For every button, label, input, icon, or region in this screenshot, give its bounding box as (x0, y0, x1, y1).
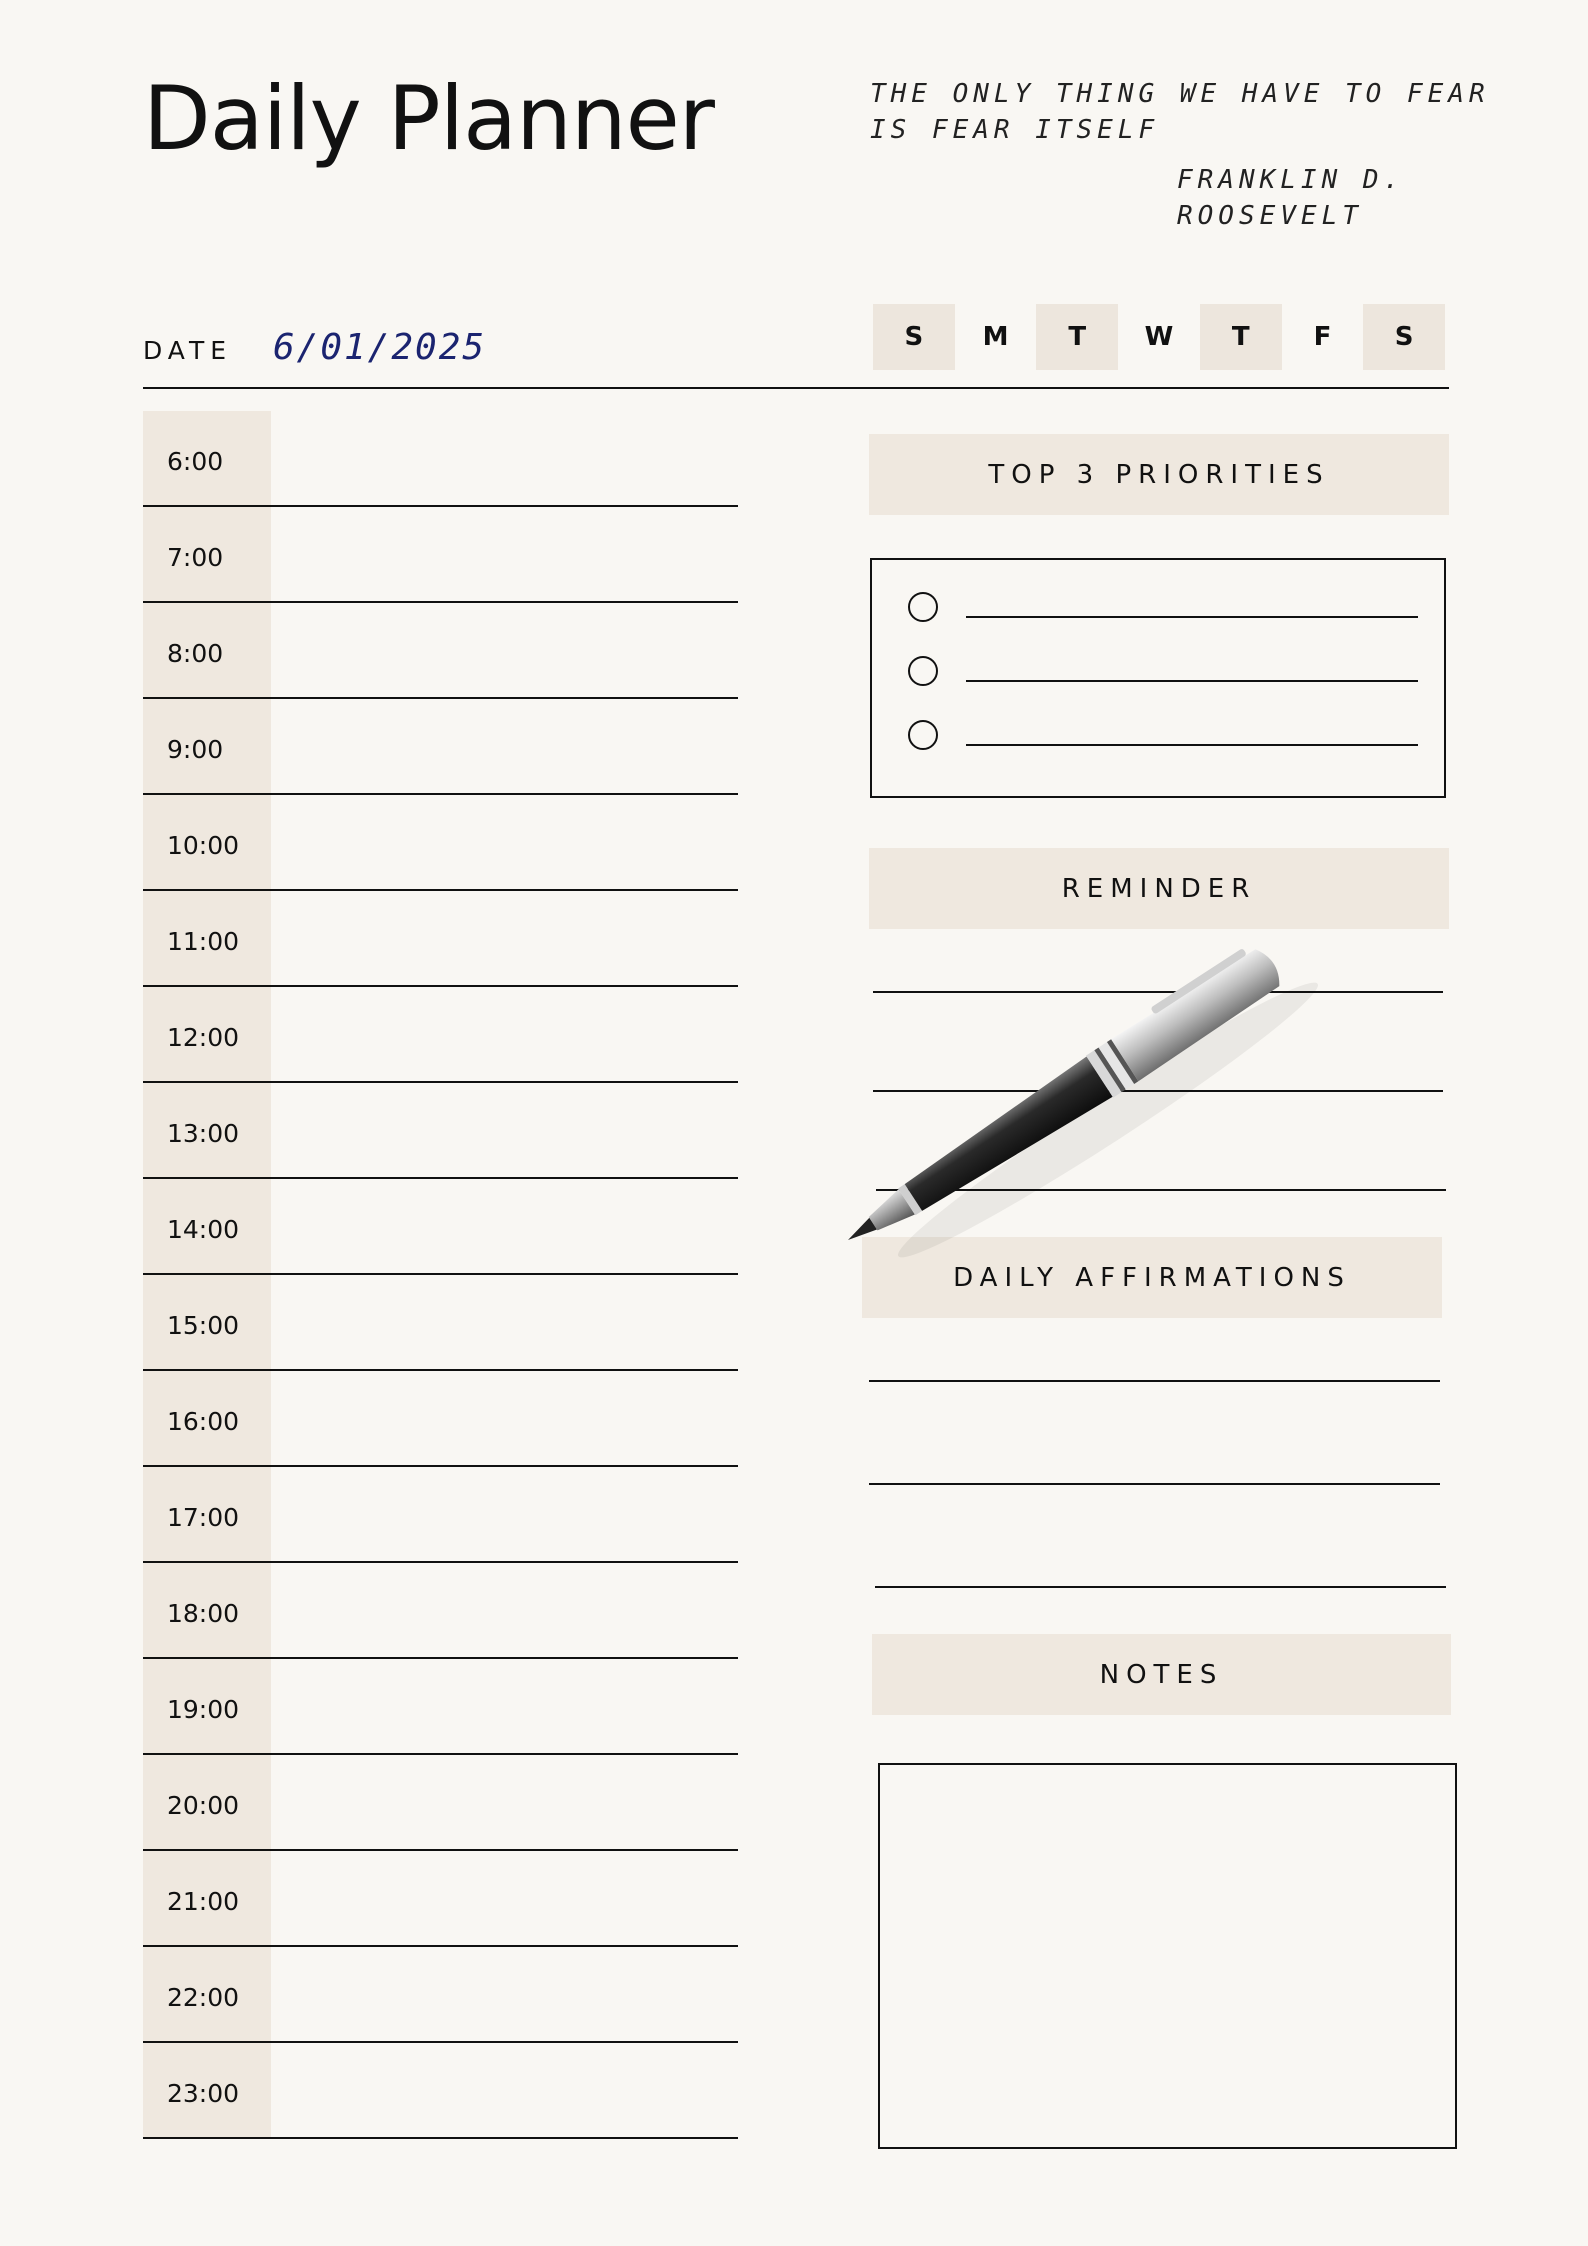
reminder-header: REMINDER (869, 848, 1449, 929)
priority-entry-line[interactable] (966, 744, 1418, 746)
priority-entry-line[interactable] (966, 616, 1418, 618)
author-line: ROOSEVELT (1177, 201, 1363, 231)
schedule-row[interactable] (143, 1275, 738, 1371)
priorities-box (870, 558, 1446, 798)
time-cell (143, 1275, 271, 1371)
schedule-row[interactable] (143, 1851, 738, 1947)
time-cell (143, 699, 271, 795)
quote (870, 76, 1490, 148)
weekday-option[interactable]: M (982, 322, 1009, 352)
time-label: 10:00 (167, 831, 240, 860)
time-label: 9:00 (167, 735, 224, 764)
time-label: 16:00 (167, 1407, 240, 1436)
time-label: 13:00 (167, 1119, 240, 1148)
time-cell (143, 987, 271, 1083)
schedule-row[interactable] (143, 1179, 738, 1275)
weekday-selector (873, 304, 1445, 370)
time-cell (143, 1947, 271, 2043)
notes-header: NOTES (872, 1634, 1451, 1715)
affirmation-line[interactable] (875, 1586, 1446, 1588)
time-label: 14:00 (167, 1215, 240, 1244)
date-field[interactable]: 6/01/2025 (273, 327, 487, 368)
schedule-row[interactable] (143, 411, 738, 507)
weekday-option[interactable]: S (873, 304, 955, 370)
time-label: 8:00 (167, 639, 224, 668)
time-label: 23:00 (167, 2079, 240, 2108)
schedule-row[interactable] (143, 1659, 738, 1755)
time-cell (143, 1467, 271, 1563)
time-cell (143, 603, 271, 699)
schedule-row[interactable] (143, 795, 738, 891)
time-cell (143, 891, 271, 987)
schedule-row[interactable] (143, 1755, 738, 1851)
weekday-option[interactable]: W (1144, 322, 1174, 352)
time-label: 18:00 (167, 1599, 240, 1628)
time-label: 7:00 (167, 543, 224, 572)
author-line: FRANKLIN D. (1177, 165, 1405, 195)
weekday-option[interactable]: F (1313, 322, 1332, 352)
time-label: 17:00 (167, 1503, 240, 1532)
pen-icon (838, 910, 1358, 1260)
time-cell (143, 1179, 271, 1275)
time-label: 20:00 (167, 1791, 240, 1820)
schedule-row[interactable] (143, 507, 738, 603)
priorities-header: TOP 3 PRIORITIES (869, 434, 1449, 515)
affirmation-line[interactable] (869, 1483, 1440, 1485)
time-cell (143, 1371, 271, 1467)
schedule-row[interactable] (143, 1467, 738, 1563)
schedule-row[interactable] (143, 603, 738, 699)
schedule-row[interactable] (143, 2043, 738, 2139)
time-cell (143, 795, 271, 891)
schedule-row[interactable] (143, 891, 738, 987)
time-cell (143, 1563, 271, 1659)
date-label: DATE (143, 336, 233, 365)
notes-box[interactable] (878, 1763, 1457, 2149)
affirmations-header: DAILY AFFIRMATIONS (862, 1237, 1442, 1318)
schedule-row[interactable] (143, 1947, 738, 2043)
time-label: 21:00 (167, 1887, 240, 1916)
checkbox-circle-icon[interactable] (908, 720, 938, 750)
time-cell (143, 1755, 271, 1851)
quote-author (1177, 162, 1404, 234)
time-label: 12:00 (167, 1023, 240, 1052)
affirmation-line[interactable] (869, 1380, 1440, 1382)
priority-item[interactable] (908, 720, 1418, 750)
time-label: 6:00 (167, 447, 224, 476)
weekday-option[interactable]: S (1363, 304, 1445, 370)
priority-item[interactable] (908, 592, 1418, 622)
schedule-row[interactable] (143, 1563, 738, 1659)
schedule-row[interactable] (143, 699, 738, 795)
time-cell (143, 1659, 271, 1755)
schedule-row[interactable] (143, 1371, 738, 1467)
quote-line: THE ONLY THING WE HAVE TO FEAR (870, 79, 1490, 109)
time-cell (143, 411, 271, 507)
weekday-option[interactable]: T (1200, 304, 1282, 370)
time-label: 15:00 (167, 1311, 240, 1340)
time-label: 22:00 (167, 1983, 240, 2012)
weekday-option[interactable]: T (1036, 304, 1118, 370)
time-label: 11:00 (167, 927, 240, 956)
time-cell (143, 2043, 271, 2139)
page-title: Daily Planner (143, 67, 714, 170)
schedule-line (143, 2137, 738, 2139)
checkbox-circle-icon[interactable] (908, 592, 938, 622)
priority-item[interactable] (908, 656, 1418, 686)
quote-line: IS FEAR ITSELF (870, 115, 1160, 145)
time-label: 19:00 (167, 1695, 240, 1724)
header-divider (143, 387, 1449, 389)
checkbox-circle-icon[interactable] (908, 656, 938, 686)
time-cell (143, 507, 271, 603)
schedule-row[interactable] (143, 987, 738, 1083)
time-cell (143, 1851, 271, 1947)
hourly-schedule (143, 411, 738, 2139)
priority-entry-line[interactable] (966, 680, 1418, 682)
time-cell (143, 1083, 271, 1179)
schedule-row[interactable] (143, 1083, 738, 1179)
